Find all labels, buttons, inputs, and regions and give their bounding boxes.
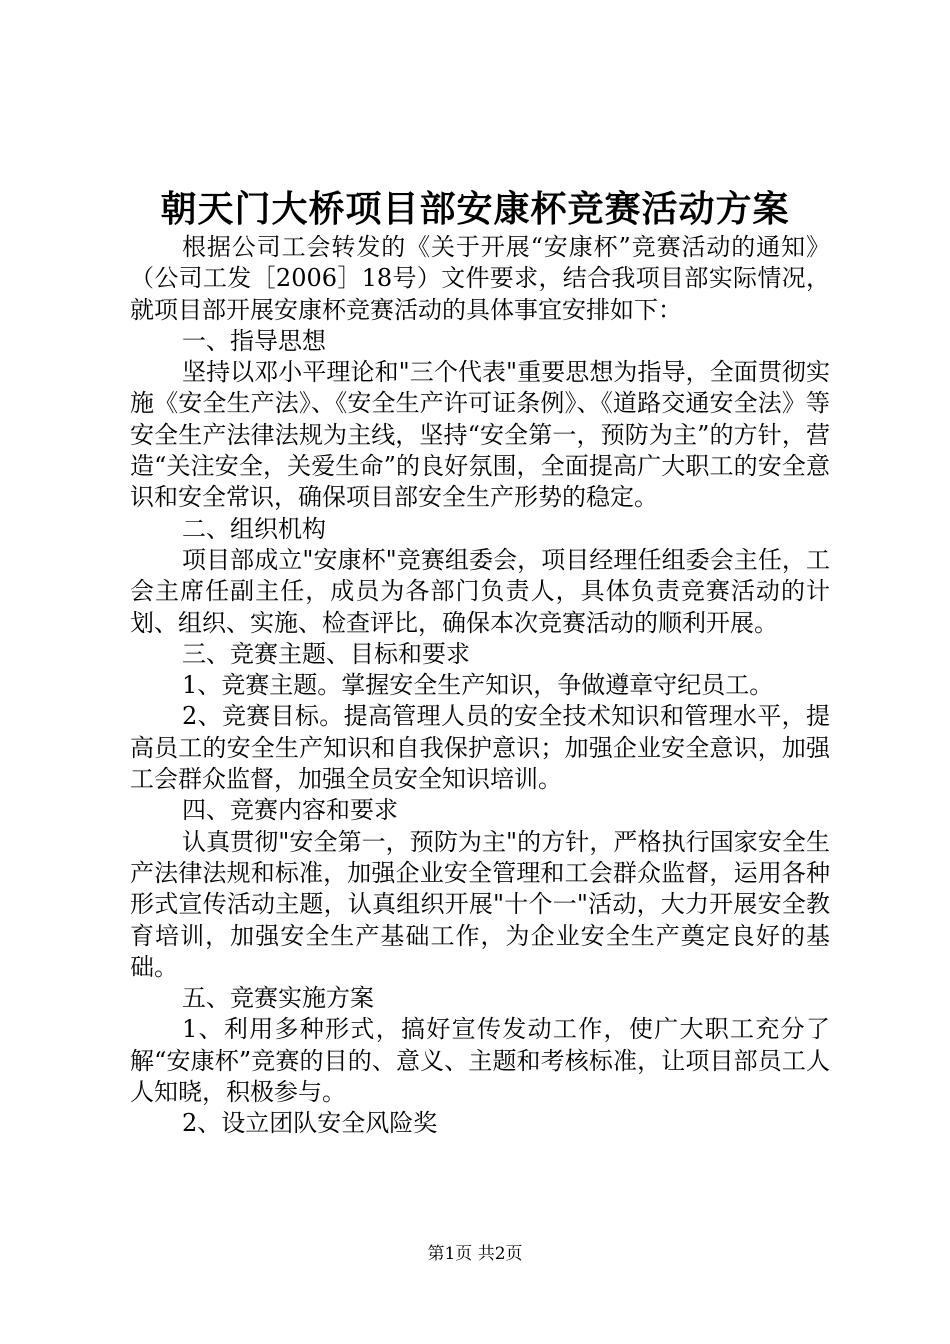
goals-paragraph: 2、竞赛目标。提高管理人员的安全技术知识和管理水平，提高员工的安全生产知识和自我保护意识；加强企业安全意识，加强工会群众监督，加强全员安全知识培训。 bbox=[130, 702, 830, 794]
section-heading-implementation: 五、竞赛实施方案 bbox=[182, 984, 374, 1013]
intro-paragraph: 根据公司工会转发的《关于开展“安康杯”竞赛活动的通知》（公司工发［2006］18号）文件要求，结合我项目部实际情况，就项目部开展安康杯竞赛活动的具体事宜安排如下： bbox=[130, 233, 830, 324]
section-heading-organization: 二、组织机构 bbox=[182, 514, 326, 543]
guiding-ideology-paragraph: 坚持以邓小平理论和"三个代表"重要思想为指导，全面贯彻实施《安全生产法》、《安全生产许可证条例》、《道路交通安全法》等安全生产法律法规为主线，坚持“安全第一，预防为主”的方针，营造“关注安全，关爱生命”的良好氛围，全面提高广大职工的安全意识和安全常识，确保项目部安全生产形势的稳定。 bbox=[130, 358, 830, 512]
document-title: 朝天门大桥项目部安康杯竞赛活动方案 bbox=[160, 188, 790, 230]
organization-paragraph: 项目部成立"安康杯"竞赛组委会，项目经理任组委会主任，工会主席任副主任，成员为各部门负责人，具体负责竞赛活动的计划、组织、实施、检查评比，确保本次竞赛活动的顺利开展。 bbox=[130, 545, 830, 637]
section-heading-guiding-ideology: 一、指导思想 bbox=[182, 326, 326, 355]
theme-paragraph: 1、竞赛主题。掌握安全生产知识，争做遵章守纪员工。 bbox=[182, 671, 774, 700]
implementation-item-1: 1、利用多种形式，搞好宣传发动工作，使广大职工充分了解“安康杯”竞赛的目的、意义、主题和考核标准，让项目部员工人人知晓，积极参与。 bbox=[130, 1015, 830, 1107]
section-heading-theme-goals: 三、竞赛主题、目标和要求 bbox=[182, 639, 470, 668]
page-footer: 第1页 共2页 bbox=[427, 1244, 523, 1264]
content-requirements-paragraph: 认真贯彻"安全第一，预防为主"的方针，严格执行国家安全生产法律法规和标准，加强企业安全管理和工会群众监督，运用各种形式宣传活动主题，认真组织开展"十个一"活动，大力开展安全教育培训，加强安全生产基础工作，为企业安全生产奠定良好的基础。 bbox=[130, 827, 830, 981]
implementation-item-2: 2、设立团队安全风险奖 bbox=[182, 1109, 438, 1138]
section-heading-content-requirements: 四、竞赛内容和要求 bbox=[182, 796, 398, 825]
document-body bbox=[130, 232, 830, 1140]
